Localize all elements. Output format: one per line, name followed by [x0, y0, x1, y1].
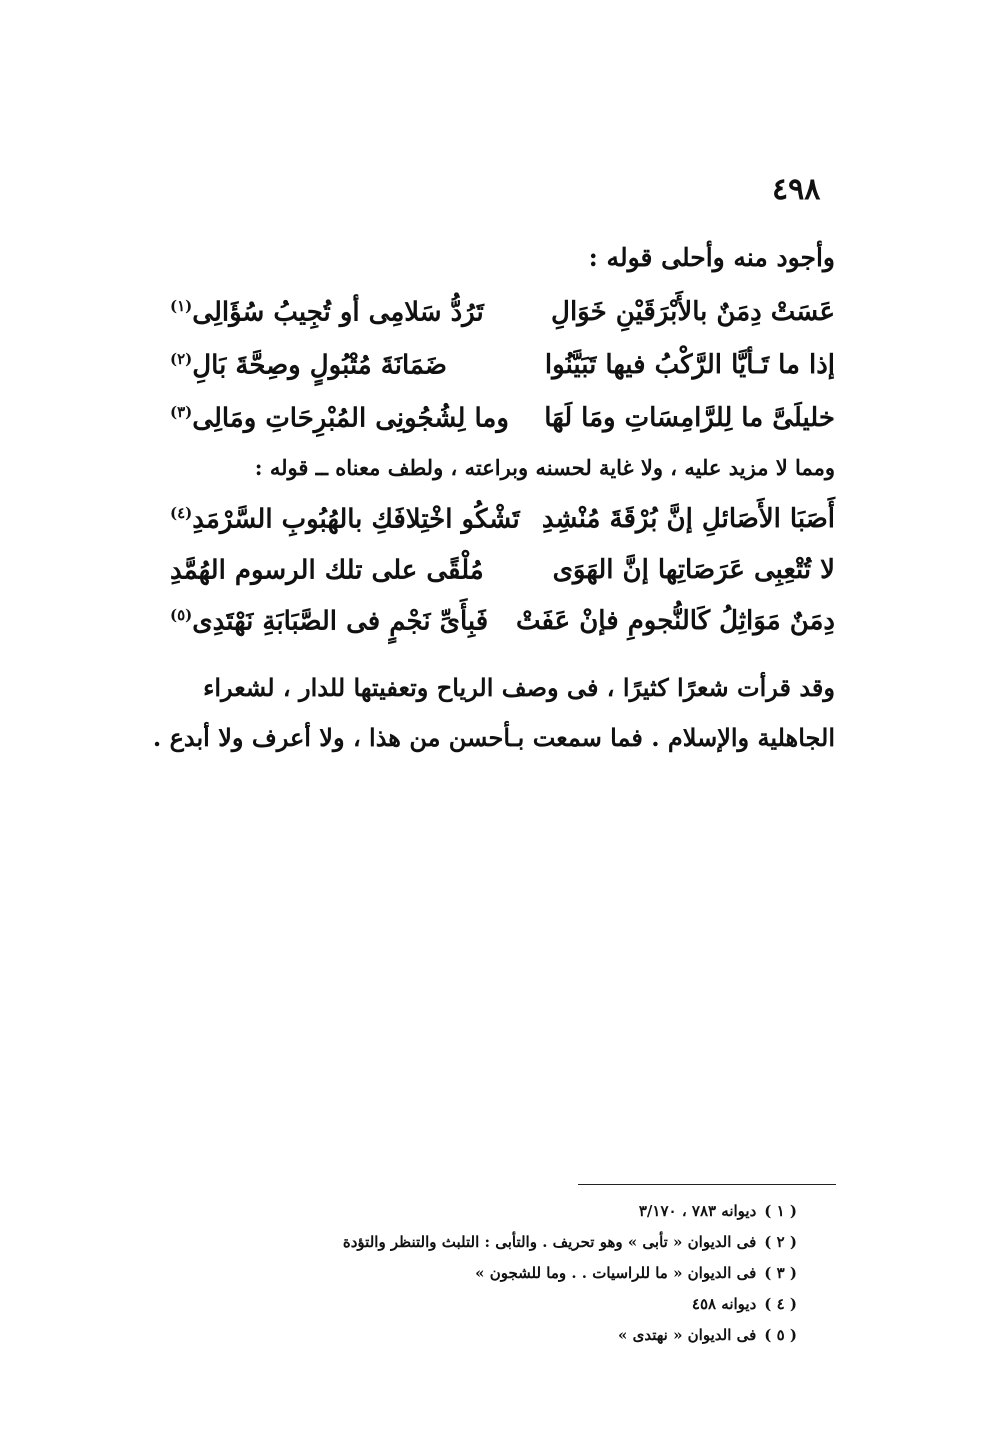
footnote-number: ( ٢ )	[764, 1233, 797, 1251]
paragraph-line: وقد قرأت شعرًا كثيرًا ، فى وصف الرياح وتعفيتها للدار ، لشعراء	[203, 673, 835, 702]
footnote	[343, 1320, 797, 1351]
verse-first-hemistich: عَسَتْ دِمَنٌ بالأَبْرَقَيْنِ خَوَالِ	[551, 297, 835, 327]
verse-second-hemistich: مُلْقًى على تلك الرسوم الهُمَّدِ	[170, 555, 484, 586]
verse-first-hemistich: أَصَبَا الأَصَائلِ إنَّ بُرْقَةَ مُنْشِدِ	[541, 504, 835, 534]
verse-second-hemistich: تَشْكُو اخْتِلافَكِ بالهُبُوبِ السَّرْمَدِ$^{(٤)}$	[170, 504, 520, 535]
footnote-ref: (٥)	[170, 606, 193, 624]
footnote-number: ( ٣ )	[764, 1264, 797, 1282]
footnote-ref: (٣)	[170, 403, 193, 421]
verse-first-hemistich: لا تُتْعِبِى عَرَصَاتِها إنَّ الهَوَى	[552, 555, 835, 585]
footnote-number: ( ٤ )	[764, 1295, 797, 1313]
verse-line	[170, 297, 835, 347]
footnote-ref: (١)	[170, 297, 193, 315]
footnote-text: فى الديوان « تأبى » وهو تحريف . والتأبى : التلبث والتنظر والتؤدة	[342, 1233, 757, 1251]
footnote-number: ( ٥ )	[764, 1326, 797, 1344]
footnote-number: ( ١ )	[764, 1202, 797, 1220]
verse-second-hemistich: فَبِأَىِّ نَجْمٍ فى الصَّبَابَةِ نَهْتَدِى$^{(٥)}$	[170, 606, 489, 637]
footnote-separator	[578, 1184, 836, 1185]
intro-line: وأجود منه وأحلى قوله :	[588, 243, 835, 272]
verse-line	[170, 555, 835, 605]
footnote	[343, 1258, 797, 1289]
verse-first-hemistich: دِمَنٌ مَوَاثِلُ كَالنُّجومِ فإنْ عَفَتْ	[515, 606, 835, 636]
praise-line: ومما لا مزيد عليه ، ولا غاية لحسنه وبراعته ، ولطف معناه ــ قوله :	[254, 455, 835, 480]
verse-first-hemistich: خليلَىَّ ما لِلرَّامِسَاتِ ومَا لَهَا	[544, 403, 835, 433]
verse-line	[170, 504, 835, 554]
verse-line	[170, 403, 835, 453]
footnote-text: ديوانه ٤٥٨	[691, 1295, 757, 1313]
footnote-text: ديوانه ٧٨٣ ، ٣/١٧٠	[638, 1202, 757, 1220]
footnote-ref: (٤)	[170, 504, 193, 522]
footnotes	[343, 1196, 797, 1351]
footnote-text: فى الديوان « نهتدى »	[618, 1326, 757, 1344]
footnote-ref: (٢)	[170, 350, 193, 368]
verse-second-hemistich: تَرُدُّ سَلامِى أو تُجِيبُ سُؤَالِى$^{(١)}$	[170, 297, 484, 328]
verse-second-hemistich: ضَمَانَةَ مُتْبُولٍ وصِحَّةَ بَالِ$^{(٢)}$	[170, 350, 447, 381]
verse-second-hemistich: وما لِشُجُونِى المُبْرِحَاتِ ومَالِى$^{(٣)}$	[170, 403, 509, 434]
footnote	[343, 1227, 797, 1258]
verse-line	[170, 350, 835, 400]
page-number: ٤٩٨	[772, 172, 821, 207]
verse-line	[170, 606, 835, 656]
paragraph-line: الجاهلية والإسلام . فما سمعت بـأحسن من هذا ، ولا أعرف ولا أبدع .	[152, 723, 835, 752]
closing-paragraph	[152, 663, 835, 763]
footnote-text: فى الديوان « ما للراسيات . . وما للشجون »	[475, 1264, 757, 1282]
footnote	[343, 1289, 797, 1320]
verse-first-hemistich: إذا ما تَـأيَّا الرَّكْبُ فيها تَبَيَّنُوا	[544, 350, 835, 380]
footnote	[343, 1196, 797, 1227]
